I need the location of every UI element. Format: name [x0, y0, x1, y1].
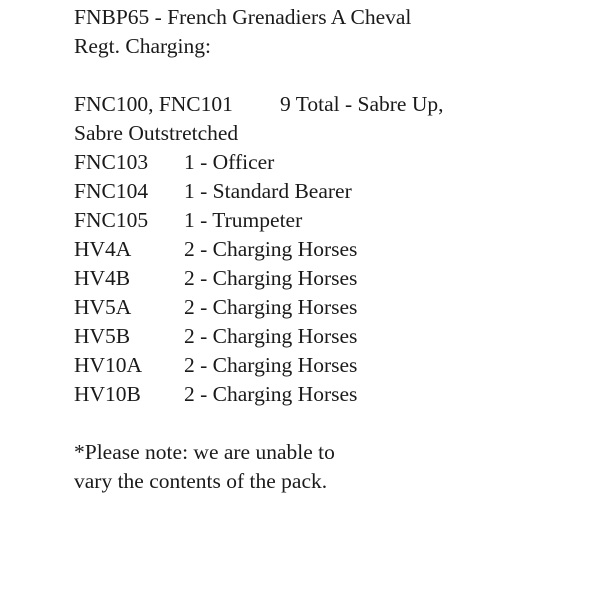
- list-item: [74, 322, 574, 351]
- item-description: 1 - Standard Bearer: [184, 179, 352, 203]
- pack-title: [74, 3, 574, 61]
- list-item: [74, 177, 574, 206]
- item-code: FNC103: [74, 150, 149, 174]
- item-description: 2 - Charging Horses: [184, 382, 358, 406]
- item-description: 1 - Trumpeter: [184, 208, 303, 232]
- list-item: [74, 293, 574, 322]
- list-item: [74, 264, 574, 293]
- list-item: [74, 380, 574, 409]
- item-code: HV4B: [74, 266, 131, 290]
- item-description: 2 - Charging Horses: [184, 295, 358, 319]
- item-code: HV4A: [74, 237, 132, 261]
- list-item: [74, 90, 574, 119]
- list-item: [74, 235, 574, 264]
- item-code: FNC100, FNC101: [74, 92, 233, 116]
- pack-title-line-1: FNBP65 - French Grenadiers A Cheval: [74, 5, 412, 29]
- list-item: [74, 206, 574, 235]
- contents-list: [74, 90, 574, 409]
- list-item: [74, 148, 574, 177]
- note-line-2: vary the contents of the pack.: [74, 469, 328, 493]
- item-code: HV10B: [74, 382, 141, 406]
- item-code: HV10A: [74, 353, 143, 377]
- item-code: HV5B: [74, 324, 131, 348]
- spacer: [74, 61, 574, 90]
- item-code: FNC105: [74, 208, 149, 232]
- item-description: 2 - Charging Horses: [184, 266, 358, 290]
- item-description: 2 - Charging Horses: [184, 324, 358, 348]
- pack-note: [74, 438, 574, 496]
- item-code: FNC104: [74, 179, 149, 203]
- list-item: [74, 351, 574, 380]
- item-description: 2 - Charging Horses: [184, 353, 358, 377]
- pack-description: [74, 0, 574, 496]
- spacer: [74, 409, 574, 438]
- item-description: 1 - Officer: [184, 150, 275, 174]
- note-line-1: *Please note: we are unable to: [74, 440, 335, 464]
- item-description: 9 Total - Sabre Up,: [280, 92, 444, 116]
- pack-title-line-2: Regt. Charging:: [74, 34, 211, 58]
- item-description: 2 - Charging Horses: [184, 237, 358, 261]
- item-code: HV5A: [74, 295, 132, 319]
- item-description-continued: Sabre Outstretched: [74, 121, 239, 145]
